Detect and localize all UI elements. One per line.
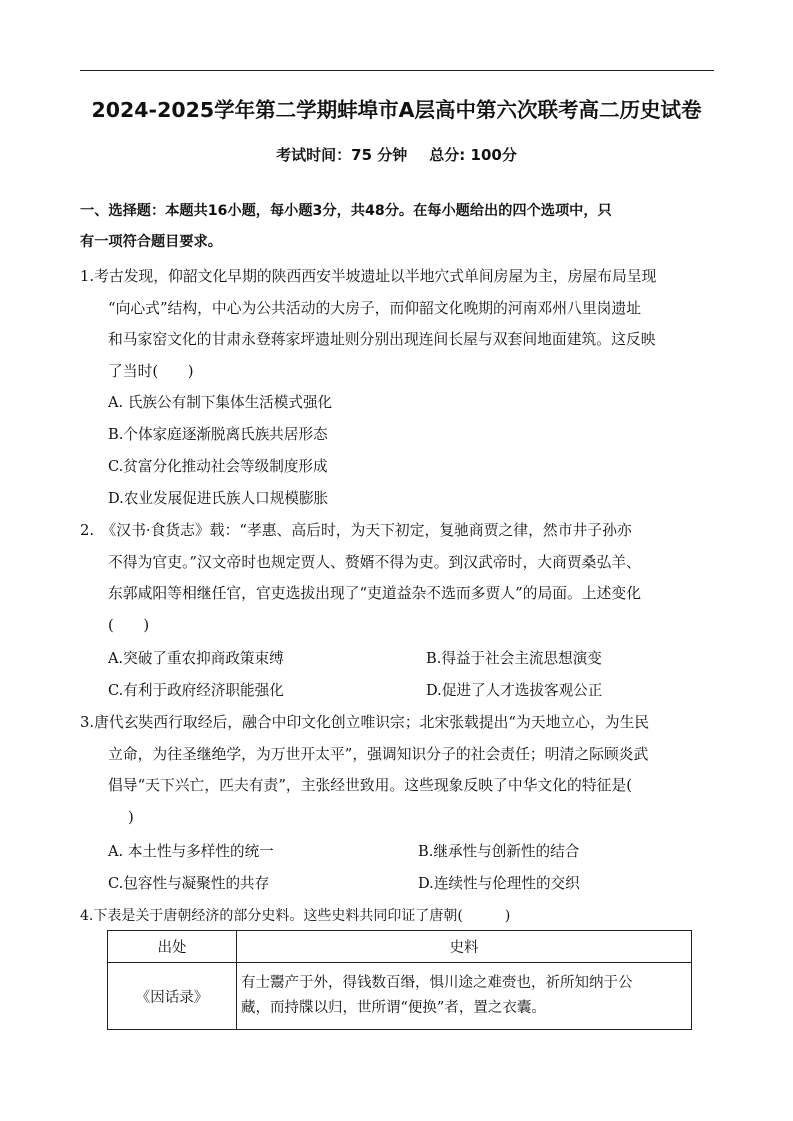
question-1	[80, 261, 720, 387]
q2-option-d[interactable]: D.促进了人才选拔客观公正	[426, 682, 603, 699]
source-table	[107, 930, 692, 1030]
question-line: 了当时( )	[108, 362, 194, 380]
section-instructions	[80, 196, 720, 258]
question-line: 倡导“天下兴亡，匹夫有责”，主张经世致用。这些现象反映了中华文化的特征是(	[108, 777, 632, 794]
table-text-line: 有士鬻产于外，得钱数百缗，惧川途之难赍也，祈所知纳于公	[241, 975, 633, 991]
q3-option-b[interactable]: B.继承性与创新性的结合	[418, 843, 580, 860]
question-3	[80, 707, 720, 833]
exam-info	[0, 144, 793, 165]
q3-option-d[interactable]: D.连续性与伦理性的交织	[418, 875, 580, 892]
q3-option-c[interactable]: C.包容性与凝聚性的共存	[108, 875, 270, 892]
question-line: 和马家窑文化的甘肃永登蒋家坪遗址则分别出现连间长屋与双套间地面建筑。这反映	[108, 331, 656, 348]
q2-option-c[interactable]: C.有利于政府经济职能强化	[108, 682, 284, 699]
question-line: 立命，为往圣继绝学，为万世开太平”，强调知识分子的社会责任；明清之际顾炎武	[108, 745, 649, 763]
header-rule	[80, 70, 714, 71]
question-line: 2. 《汉书·食货志》载：“孝惠、高后时，为天下初定，复驰商贾之律，然市井子孙亦	[80, 522, 632, 539]
table-row	[108, 963, 692, 1030]
q2-option-b[interactable]: B.得益于社会主流思想演变	[426, 650, 602, 667]
section-line: 有一项符合题目要求。	[80, 234, 222, 250]
question-line: 1.考古发现，仰韶文化早期的陕西西安半坡遗址以半地穴式单间房屋为主，房屋布局呈现	[80, 268, 657, 285]
table-header-row	[108, 931, 692, 963]
question-line: ( )	[108, 616, 150, 634]
q2-option-a[interactable]: A.突破了重农抑商政策束缚	[108, 650, 284, 667]
q1-option-c[interactable]: C.贫富分化推动社会等级制度形成	[108, 458, 328, 475]
question-4	[80, 904, 720, 928]
exam-score: 总分: 100分	[429, 146, 517, 164]
table-header-cell: 史料	[237, 931, 692, 963]
section-line: 一、选择题：本题共16小题，每小题3分，共48分。在每小题给出的四个选项中，只	[80, 203, 612, 219]
question-line: 3.唐代玄奘西行取经后，融合中印文化创立唯识宗；北宋张载提出“为天地立心，为生民	[80, 714, 650, 731]
question-2	[80, 515, 720, 641]
question-line: “向心式”结构，中心为公共活动的大房子，而仰韶文化晚期的河南邓州八里岗遗址	[108, 299, 642, 317]
table-cell-source: 《因话录》	[108, 963, 237, 1030]
question-line: 4.下表是关于唐朝经济的部分史料。这些史料共同印证了唐朝( )	[80, 908, 511, 924]
table-header-cell: 出处	[108, 931, 237, 963]
q3-option-a[interactable]: A. 本土性与多样性的统一	[108, 843, 274, 860]
page-title: 2024-2025学年第二学期蚌埠市A层高中第六次联考高二历史试卷	[91, 98, 702, 122]
question-line: )	[128, 808, 134, 826]
q1-option-b[interactable]: B.个体家庭逐渐脱离氏族共居形态	[108, 426, 328, 443]
q1-option-d[interactable]: D.农业发展促进氏族人口规模膨胀	[108, 490, 329, 507]
question-line: 东郭咸阳等相继任官，官吏选拔出现了“吏道益杂不选而多贾人”的局面。上述变化	[108, 585, 642, 602]
question-line: 不得为官吏。”汉文帝时也规定贾人、赘婿不得为吏。到汉武帝时，大商贾桑弘羊、	[108, 553, 641, 571]
table-text-line: 藏，而持牒以归，世所谓“便换”者，置之衣囊。	[241, 1000, 546, 1016]
exam-time: 考试时间：75 分钟	[276, 146, 408, 164]
q1-option-a[interactable]: A. 氏族公有制下集体生活模式强化	[108, 394, 333, 411]
table-cell-text	[237, 963, 692, 1030]
